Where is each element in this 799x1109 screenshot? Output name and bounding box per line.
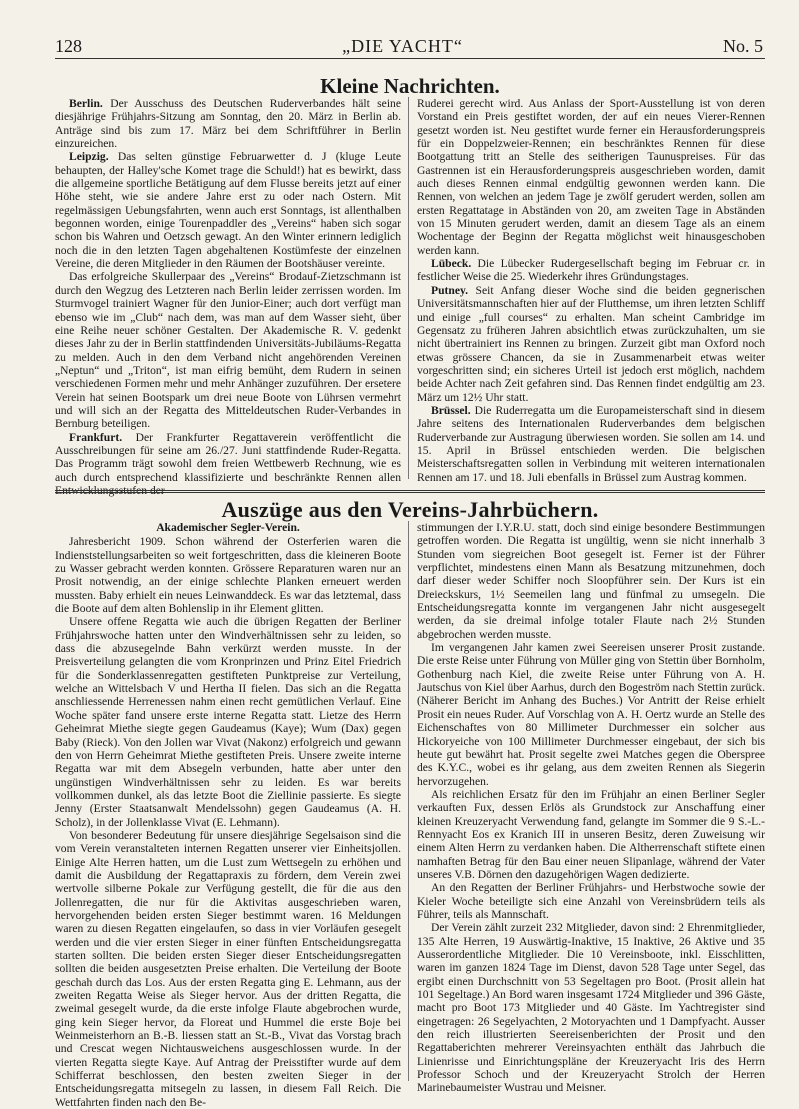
column-divider — [408, 521, 409, 1081]
magazine-title: „DIE YACHT“ — [342, 35, 463, 56]
news-paragraph: Lübeck. Die Lübecker Rudergesellschaft beging im Februar cr. in festlicher Weise die 25. Wiederkehr ihres Gründungstages. — [417, 257, 765, 284]
yearbook-paragraph: Der Verein zählt zurzeit 232 Mitglieder, davon sind: 2 Ehrenmitglieder, 135 Alte Herren, 19 Auswärtig-Inaktive, 15 Inaktive, 26 Aktive und 35 Ausserordentliche Mitglieder. Die 10 Vereinsboote, inkl. Eisschlitten, waren im ganzen 1824 Tage im Dienst, davon 528 Tage unter Segel, das ergibt einen Durchschnitt von 53 Segeltagen pro Boot. (Prosit allein hat 101 Segeltage.) An Bord waren insgesamt 1724 Mitglieder und 396 Gäste, macht pro Boot 173 Mitglieder und 40 Gäste. Im Yachtregister sind eingetragen: 26 Segelyachten, 2 Motoryachten und 1 Dampfyacht. Ausser den reich illustrierten Seereisenberichten der Prosit und den Regattaberichten mehrerer Vereinsyachten enthält das Jahrbuch die Linienrisse und Einrichtungspläne der Kreuzeryacht Iris des Herrn Professor Schoch und der Kreuzeryacht Strolch der Herren Marinebaumeister Wustrau und Meisner. — [417, 921, 765, 1095]
header-rule — [55, 58, 765, 59]
page-number: 128 — [55, 35, 82, 56]
running-head — [55, 34, 763, 58]
news-column-right — [417, 97, 765, 484]
yearbook-paragraph: Im vergangenen Jahr kamen zwei Seereisen unserer Prosit zustande. Die erste Reise unter Führung von Müller ging von Stettin über Bornholm, Gothenburg nach Kiel, die zweite Reise unter Führung von A. H. Jautschus von Kiel über Aarhus, durch den Bogeström nach Stettin zurück. (Näherer Bericht im Anhang des Buches.) Vor Antritt der Reise erhielt Prosit ein neues Ruder. Auf Vorschlag von A. H. Oertz wurde an Stelle des Eichenschaftes von 80 Millimeter Durchmesser ein solcher aus Hickoryeiche von 100 Millimeter Durchmesser eingebaut, der sich bis heute gut bewährt hat. Prosit segelte zwei Matches gegen die Oberspree des K.Y.C., wobei es ihr gelang, aus dem zweiten Rennen als Siegerin hervorzugehen. — [417, 641, 765, 788]
section-title-kleine-nachrichten: Kleine Nachrichten. — [320, 74, 500, 98]
news-paragraph: Brüssel. Die Ruderregatta um die Europameisterschaft sind in diesem Jahre seitens des Internationalen Ruderverbandes dem belgischen Ruderverbande zur Austragung überwiesen worden. Sie sollen am 14. und 15. April in Brüssel entschieden werden. Die belgischen Meisterschaftsregatten sollen in Verbindung mit weiteren internationalen Rennen am 17. und 18. Juli ebenfalls in Brüssel zum Austrag kommen. — [417, 403, 765, 484]
section-title-vereins-jahrbuecher: Auszüge aus den Vereins-Jahrbüchern. — [221, 497, 599, 522]
news-paragraph: Leipzig. Das selten günstige Februarwetter d. J (kluge Leute behaupten, der Halley'sche Komet trage die Schuld!) hat es bewirkt, dass die allgemeine sportliche Betätigung auf dem Flusse bereits jetzt auf einer Höhe steht, wie sie andere Jahre erst zu oder nach Ostern. Mit regelmässigen Uebungsfahrten, wenn auch erst Sonntags, ist allenthalben begonnen worden, einige Tourenpaddler des „Vereins“ haben sich sogar schon bis Wahren und Oetzsch gewagt. An den Winter erinnern lediglich noch die in den letzten Tagen abgehaltenen Kostümfeste der einzelnen Vereine, die deren Mitglieder in den Räumen der Bootshäuser vereinte. — [55, 150, 401, 271]
yearbook-column-left — [55, 521, 401, 1109]
column-divider — [408, 97, 409, 479]
news-paragraph: Frankfurt. Der Frankfurter Regattaverein veröffentlicht die Ausschreibungen für seine am 26./27. Juni stattfindende Ruder-Regatta. Das Programm trägt sowohl dem freien Wettbewerb Rechnung, wie es auch durch entsprechend klassifizierte und beschränkte Rennen allen Entwicklungsstufen der — [55, 430, 401, 497]
yearbook-paragraph: Unsere offene Regatta wie auch die übrigen Regatten der Berliner Frühjahrswoche hatten unter den Windverhältnissen sehr zu leiden, so dass die abzusegelnde Bahn verkürzt werden musste. In der Preisverteilung gelangten die vom Kronprinzen und Prinz Eitel Friedrich für die Sonderklassenregatten gestifteten Punktpreise zur Verteilung, welche an Wittelsbach V und Hertha II fielen. Das sich an die Regatta anschliessende Herrenessen nahm einen recht gemütlichen Verlauf. Eine Woche später fand unsere erste interne Regatta statt. Lietze des Herrn Geheimrat Miethe siegte gegen Gaudeamus (Kaye); Wum (Dax) gegen Baby (Rieck). Von den Jollen war Vivat (Nakonz) erfolgreich und gewann den von Herrn Geheimrat Miethe gestifteten Preis. Unsere zweite interne Regatta war mit dem Absegeln verbunden, hatte aber unter den ungünstigen Windverhältnissen sehr zu leiden. Es war bereits vollkommen dunkel, als das letzte Boot die Ziellinie passierte. Es siegte Jenny (Erster Staatsanwalt Mendelssohn) gegen Gaudeamus (A. H. Scholz), in der Jollenklasse Vivat (E. Lehmann). — [55, 615, 401, 829]
news-paragraph: Putney. Seit Anfang dieser Woche sind die beiden gegnerischen Universitätsmannschaften hier auf der Flutthemse, um ihren letzten Schliff und einige „full courses“ zu erhalten. Man scheint Cambridge im Gegensatz zu früheren Jahren absichtlich etwas zurückzuhalten, um sie nicht übertrainiert ins Rennen zu bringen. Zurzeit gibt man Oxford noch etwas grössere Chancen, da sie in Zusammenarbeit etwas weiter vorgeschritten sind; ein sicheres Urteil ist jedoch erst möglich, nachdem beide Achter nach Zeit gefahren sind. Das Rennen findet endgültig am 23. März um 12½ Uhr statt. — [417, 283, 765, 404]
yearbook-paragraph: Jahresbericht 1909. Schon während der Osterferien waren die Indienststellungsarbeiten so weit fortgeschritten, dass die kleineren Boote zu Wasser gebracht werden konnten. Grössere Reparaturen waren nur an Prosit notwendig, an der einige schlechte Planken erneuert werden mussten. Baby erhielt ein neues Leinwanddeck. Es war das letztemal, dass die Boote auf dem alten Bohlenslip in ihr Element glitten. — [55, 535, 401, 616]
club-subtitle: Akademischer Segler-Verein. — [156, 521, 300, 534]
news-column-left — [55, 97, 401, 497]
yearbook-paragraph: Von besonderer Bedeutung für unsere diesjährige Segelsaison sind die vom Verein veranstalteten internen Regatten unserer vier Einheitsjollen. Einige Alte Herren hatten, um die Lust zum Wettsegeln zu erhöhen und damit die Ausbildung der Regattapraxis zu fördern, dem Verein zwei wertvolle silberne Pokale zur Verfügung gestellt, die für die aus den Jollenregatten, die nur für die Aktivitas ausgeschrieben waren, hervorgehenden beiden ersten Sieger bestimmt waren. 16 Meldungen waren zu diesen Regatten eingelaufen, so dass in vier Vorläufen gesegelt werden und die vier ersten Sieger in einer fünften Entscheidungsregatta starten sollten. Die beiden ersten Sieger dieser Entscheidungsregatten sollten die beiden ausgesetzten Preise erhalten. Die Verteilung der Boote geschah durch das Los. Aus der ersten Regatta ging E. Lehmann, aus der zweiten Regatta Weise als Sieger hervor. Aus der dritten Regatta, die zweimal gesegelt wurde, da die erste infolge Flaute abgebrochen wurde, ging kein Sieger hervor, da Floreat und Hummel die erste Boje bei Weinmeisterhorn an B.-B. liessen statt an St.-B., Vivat das Vorstag brach und Crescat wegen Nichtausweichens ausgeschlossen wurde. In der vierten Regatta siegte Kaye. Auf Antrag der Preisstifter wurde auf dem Schifferrat beschlossen, den besten zweiten Sieger in der Entscheidungsregatta mitsegeln zu lassen, in diesem Fall Reich. Die Wettfahrten finden nach den Be- — [55, 828, 401, 1109]
news-paragraph: Berlin. Der Ausschuss des Deutschen Ruderverbandes hält seine diesjährige Frühjahrs-Sitzung am Sonntag, den 20. März in Berlin ab. Anträge sind bis zum 17. März bei dem Schriftführer in Berlin einzureichen. — [55, 97, 401, 151]
yearbook-column-right — [417, 521, 765, 1095]
news-paragraph: Das erfolgreiche Skullerpaar des „Vereins“ Brodauf-Zietzschmann ist durch den Wegzug des Letzteren nach Berlin leider zerrissen worden. Im Sturmvogel trainiert Wagner für den Junior-Einer; auch dort verfügt man ebenso wie im „Club“ nach dem, was man auf dem Wasser sieht, über eine Reihe neuer schöner Gestalten. Der Akademische R. V. gedenkt dieses Jahr zu der in Berlin stattfindenden Universitäts-Jubiläums-Regatta zu melden. Auch in den dem Verband nicht angehörenden Vereinen „Neptun“ und „Triton“, ist man eifrig bemüht, dem Rudern in seinen verschiedenen Formen mehr und mehr Anhänger zuzuführen. Der ersetere Verein hat seinen Bootspark um drei neue Boote von Lührsen vermehrt und will sich an der Regatta des Mitteldeutschen Ruder-Verbandes in Bernburg beteiligen. — [55, 270, 401, 431]
news-paragraph: Ruderei gerecht wird. Aus Anlass der Sport-Ausstellung ist von deren Vorstand ein Preis gestiftet worden, der auf ein neues Vierer-Rennen gesetzt worden ist. Neu gestiftet wurde ferner ein Herausforderungspreis für ein Doppelzweier-Rennen; ein beschränktes Rennen für diese Bootgattung tritt an Stelle des seitherigen Taunuspreises. Für das Gastrennen ist ein Herausforderungspreis ausgeschrieben worden, damit auch dieses Rennen einmal endgültig gewonnen werden kann. Die Rennen, von welchen an jedem Tage je zwölf gerudert werden, sollen am ersten Regattatage in Abständen von 20, am zweiten Tage in Abständen von 15 Minuten gerudert werden, damit an diesem Tage als an einem Wochentage der Beginn der Regatta möglichst weit hinausgeschoben werden kann. — [417, 97, 765, 257]
section-separator — [55, 490, 765, 493]
issue-number: No. 5 — [723, 35, 763, 56]
yearbook-paragraph: stimmungen der I.Y.R.U. statt, doch sind einige besondere Bestimmungen getroffen worden. Die Regatta ist ungültig, wenn sie nicht innerhalb 3 Stunden vom siegreichen Boot gesegelt ist. Ferner ist der Führer verpflichtet, mindestens einen Mann als Besatzung mitzunehmen, doch darf dieser weder Schiffer noch Sloopführer sein. Der Kurs ist ein Dreieckskurs, 1½ Seemeilen lang und fünfmal zu umsegeln. Die Entscheidungsregatta konnte im vergangenen Jahr nicht ausgesegelt werden, da sie dreimal infolge totaler Flaute nach 2½ Stunden abgebrochen werden musste. — [417, 521, 765, 641]
yearbook-paragraph: An den Regatten der Berliner Frühjahrs- und Herbstwoche sowie der Kieler Woche beteiligte sich eine Anzahl von Vereinsbrüdern teils als Führer, teils als Mannschaft. — [417, 881, 765, 921]
yearbook-paragraph: Als reichlichen Ersatz für den im Frühjahr an einen Berliner Segler verkauften Fux, dessen Erlös als Grundstock zur Anschaffung einer kleinen Kreuzeryacht Verwendung fand, gelangte im Sommer die 9 S.-L.-Rennyacht Eos ex Kranich III in unseren Besitz, deren Zuweisung wir einem Alten Herrn zu verdanken haben. Die Altherrenschaft stiftete einen namhaften Betrag für den Bau einer neuen Slipanlage, während der Vater unseres V.B. Dörnen den dazugehörigen Wagen dedizierte. — [417, 787, 765, 881]
